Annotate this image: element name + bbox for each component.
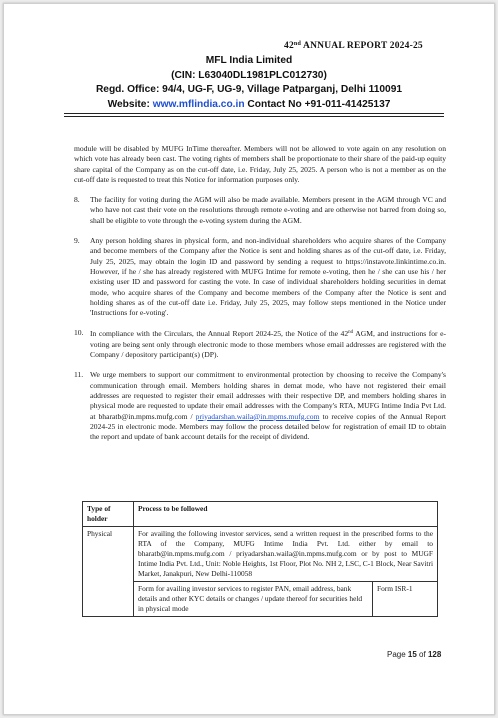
process-cell: For availing the following investor services, send a written request in the prescribed forms to the RTA of the Company, MUFG Intime India Pvt. Ltd. either by email to bharatb@in.mpms.mufg.com / priyadarshan.waila@in.mpms.mufg.com or by post to MUGF Intime India Pvt. Ltd., Unit: Noble Heights, 1st Floor, Plot No. NH 2, LSC, C-1 Block, Near Savitri Market, Janakpuri, New Delhi-110058 (134, 527, 438, 582)
notice-body (74, 144, 446, 442)
process-table (82, 501, 438, 617)
header-process: Process to be followed (134, 502, 438, 527)
header-rule-top (64, 113, 444, 114)
company-name: MFL India Limited (205, 55, 293, 66)
form-name-cell: Form ISR-1 (373, 582, 438, 617)
company-cin: (CIN: L63040DL1981PLC012730) (171, 69, 327, 81)
item-8: 8. The facility for voting during the AGM will also be made available. Members present in the AGM through VC and who have not cast their vote on the resolutions through remote e-voting and are otherwise not barred from doing so, shall be eligible to vote through the e-voting system during the AGM. (74, 195, 446, 225)
header-rule-bottom (64, 116, 444, 117)
contact-line: Website: www.mflindia.co.in Contact No +91-011-41425137 (107, 98, 391, 110)
email-link[interactable]: priyadarshan.waila@in.mpms.mufg.com (195, 411, 320, 421)
item-11: 11. We urge members to support our commitment to environmental protection by choosing to receive the Company's communication through email. Members holding shares in demat mode, who have not registered their email addresses are requested to register their email addresses with their respective DP, and members holding shares in physical mode are requested to update their email addresses with the Company's RTA, MUFG Intime India Pvt Ltd. at bharatb@in.mpms.mufg.com / priyadarshan.waila@in.mpms.mufg.com to receive copies of the Annual Report 2024-25 in electronic mode. Members may follow the process detailed below for registration of email ID to obtain the report and update of bank account details for the receipt of dividend. (74, 370, 447, 442)
table-row (83, 582, 438, 617)
website-link[interactable]: www.mflindia.co.in (152, 98, 245, 110)
registered-office: Regd. Office: 94/4, UG-F, UG-9, Village Patparganj, Delhi 110091 (95, 84, 403, 95)
page-number: 15 (407, 650, 417, 659)
continuation-paragraph: module will be disabled by MUFG InTime thereafter. Members will not be allowed to vote again on any resolution on which vote has already been cast. The voting rights of members shall be proportionate to their share of the paid-up equity share capital of the Company as on the cut-off date, i.e. Friday, July 25, 2025. A person who is not a member as on the cut-off date is requested to treat this Notice for information purposes only. (74, 144, 446, 184)
form-description-cell: Form for availing investor services to register PAN, email address, bank details and other KYC details or changes / update thereof for securities held in physical mode (134, 582, 373, 617)
item-10: 10. In compliance with the Circulars, the Annual Report 2024-25, the Notice of the 42nd AGM, and instructions for e-voting are being sent only through electronic mode to those members whose email addresses are registered with the Company / depository participant(s) (DP). (74, 328, 446, 360)
table-header-row (83, 502, 438, 527)
item-9: 9. Any person holding shares in physical form, and non-individual shareholders who acquire shares of the Company and become members of the Company after the Notice is sent and holding shares as of the cut-off date, i.e. Friday, July 25, 2025, may obtain the login ID and password by sending a request to https://instavote.linkintime.co.in. However, if he / she has already registered with MUFG Intime for remote e-voting, then he / she can use his / her existing user ID and password for casting the vote. In case of individual shareholders holding securities in demat mode, who acquire shares of the Company and become members of the Company after the Notice is sent and holding shares as of the cut-off date i.e. Friday, July 25, 2025, may follow steps mentioned in the Notice under 'Instructions for e-voting'. (74, 236, 446, 318)
table-row (83, 527, 438, 582)
page-total: 128 (427, 650, 442, 659)
holder-type-cell: Physical (83, 527, 134, 617)
company-header (4, 54, 494, 112)
header-type-of-holder: Type of holder (83, 502, 134, 527)
page-footer: Page 15 of 128 (387, 650, 442, 659)
report-title: 42nd ANNUAL REPORT 2024-25 (284, 41, 423, 51)
document-page (3, 3, 495, 715)
